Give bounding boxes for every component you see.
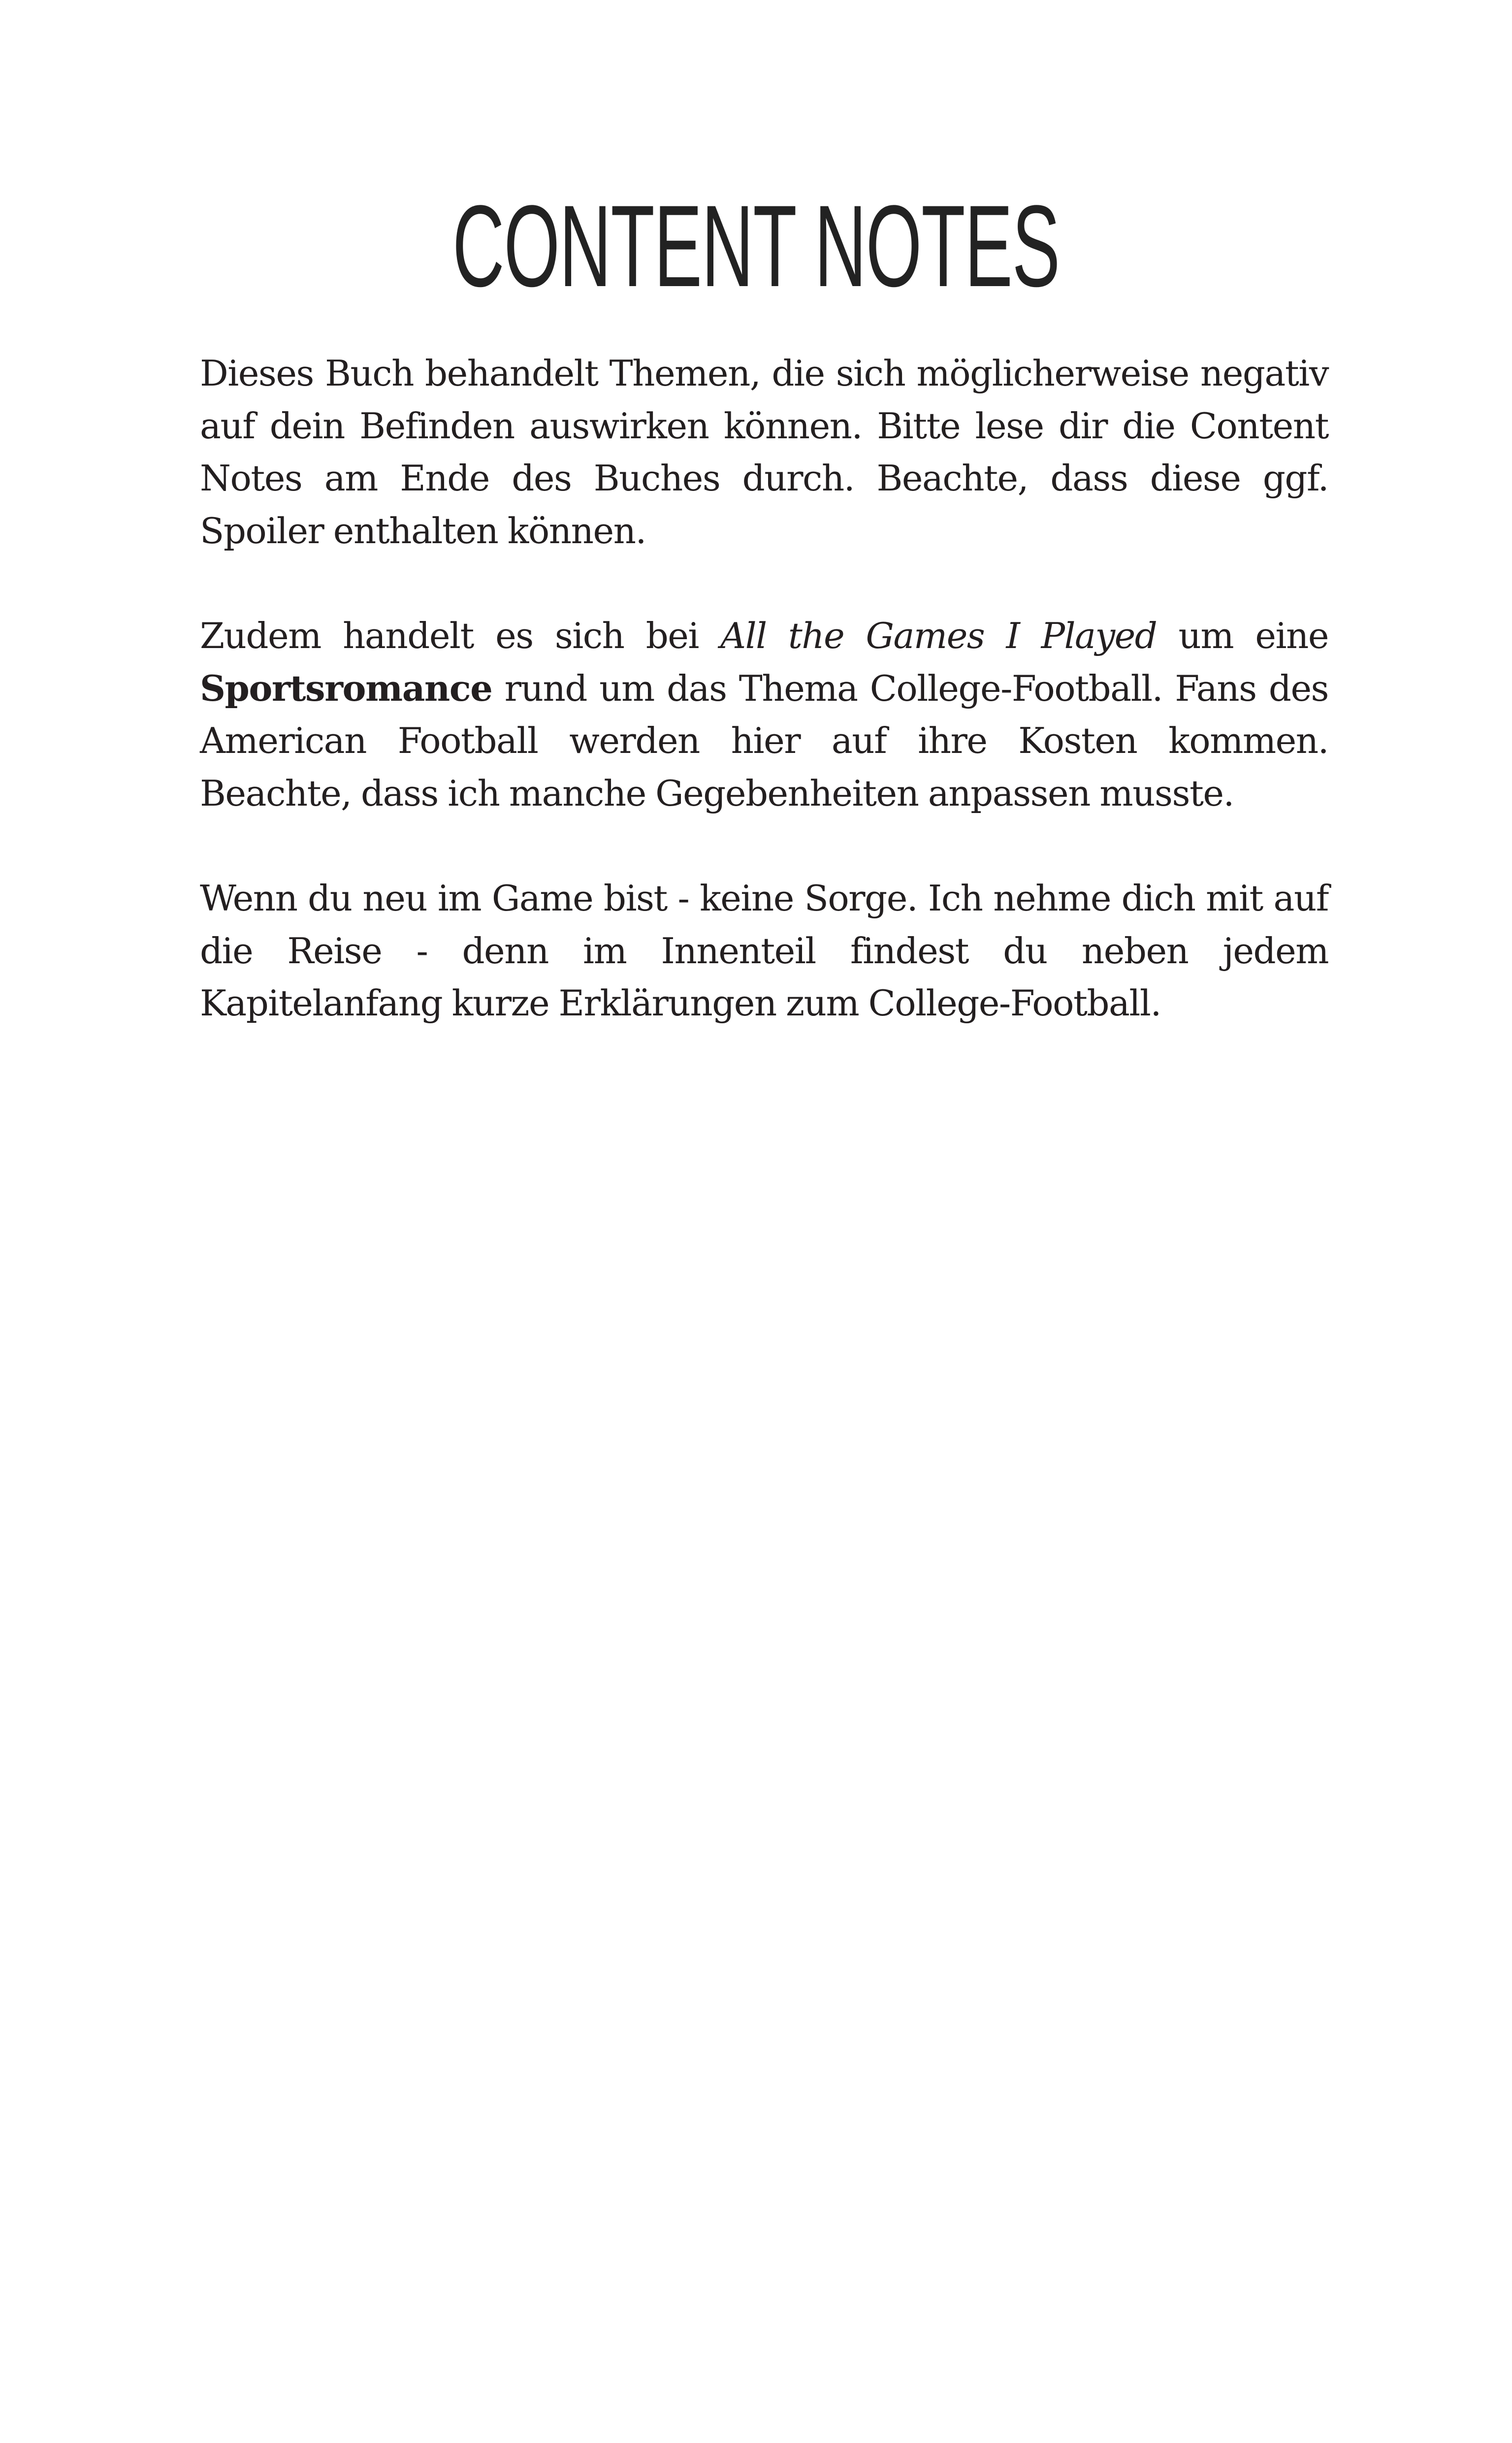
paragraph-genre-rest: rund um das Thema College-Football. Fans des American Football werden hier auf ihre Kosten kommen. Beachte, dass ich manche Gegebenheiten anpassen musste.	[200, 667, 1328, 814]
paragraph-newcomers: Wenn du neu im Game bist - keine Sorge. Ich nehme dich mit auf die Reise - denn im Innenteil findest du neben jedem Kapitelanfang kurze Erklärungen zum College-Football.	[200, 878, 1328, 1024]
content-notes-body	[200, 347, 1328, 1082]
paragraph-genre	[200, 610, 1328, 819]
genre-term: Sportsromance	[200, 667, 492, 709]
paragraph-trigger-warning: Dieses Buch behandelt Themen, die sich möglicherweise negativ auf dein Befinden auswirken können. Bitte lese dir die Content Notes am Ende des Buches durch. Beachte, dass diese ggf. Spoiler enthalten können.	[200, 353, 1328, 552]
paragraph-genre-intro: Zudem handelt es sich bei	[200, 615, 721, 656]
page-title: CONTENT NOTES	[452, 181, 1060, 311]
paragraph-genre-mid: um eine	[1157, 615, 1329, 656]
book-title: All the Games I Played	[720, 615, 1157, 656]
